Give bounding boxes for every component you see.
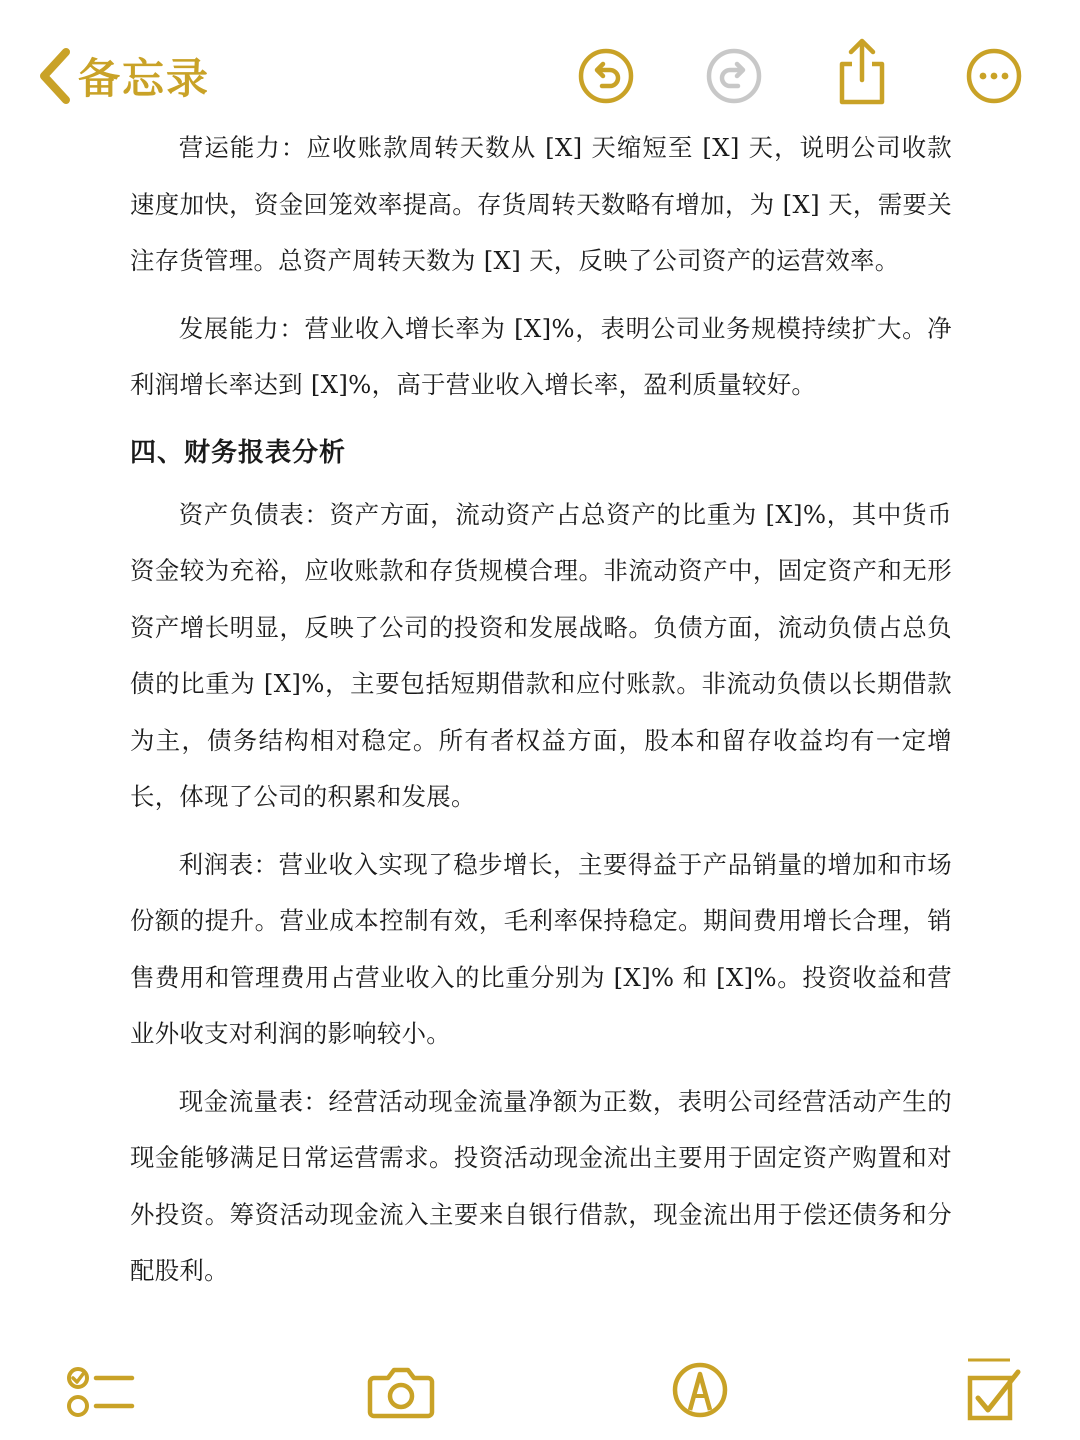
section-heading: 四、财务报表分析 [130, 437, 347, 468]
chevron-left-icon [38, 48, 72, 104]
camera-icon [366, 1362, 436, 1422]
top-toolbar [0, 0, 1080, 130]
note-body[interactable] [130, 120, 952, 1311]
undo-button[interactable] [576, 46, 636, 106]
more-icon [964, 46, 1024, 106]
checklist-button[interactable] [66, 1364, 136, 1424]
redo-icon [704, 46, 764, 106]
redo-button[interactable] [704, 46, 764, 106]
bottom-toolbar [0, 1350, 1080, 1440]
more-button[interactable] [964, 46, 1024, 106]
back-label: 备忘录 [78, 54, 211, 103]
paragraph-income-statement: 利润表：营业收入实现了稳步增长，主要得益于产品销量的增加和市场份额的提升。营业成本控制有效，毛利率保持稳定。期间费用增长合理，销售费用和管理费用占营业收入的比重分别为 [X]% 和 [X]%。投资收益和营业外收支对利润的影响较小。 [130, 849, 952, 1048]
back-button[interactable] [38, 46, 210, 106]
camera-button[interactable] [366, 1362, 436, 1422]
compose-icon [964, 1356, 1024, 1426]
paragraph-cash-flow: 现金流量表：经营活动现金流量净额为正数，表明公司经营活动产生的现金能够满足日常运营需求。投资活动现金流出主要用于固定资产购置和对外投资。筹资活动现金流入主要来自银行借款，现金流出用于偿还债务和分配股利。 [130, 1086, 952, 1285]
compose-button[interactable] [964, 1356, 1024, 1426]
paragraph-growth-capability: 发展能力：营业收入增长率为 [X]%，表明公司业务规模持续扩大。净利润增长率达到 [X]%，高于营业收入增长率，盈利质量较好。 [130, 313, 952, 399]
undo-icon [576, 46, 636, 106]
paragraph-balance-sheet: 资产负债表：资产方面，流动资产占总资产的比重为 [X]%，其中货币资金较为充裕，应收账款和存货规模合理。非流动资产中，固定资产和无形资产增长明显，反映了公司的投资和发展战略。负债方面，流动负债占总负债的比重为 [X]%，主要包括短期借款和应付账款。非流动负债以长期借款为主，债务结构相对稳定。所有者权益方面，股本和留存收益均有一定增长，体现了公司的积累和发展。 [130, 499, 952, 811]
paragraph-operating-capability: 营运能力：应收账款周转天数从 [X] 天缩短至 [X] 天，说明公司收款速度加快，资金回笼效率提高。存货周转天数略有增加，为 [X] 天，需要关注存货管理。总资产周转天数为 [X] 天，反映了公司资产的运营效率。 [130, 133, 952, 275]
share-icon [832, 36, 892, 106]
markup-button[interactable] [670, 1360, 730, 1420]
markup-icon [670, 1360, 730, 1420]
checklist-icon [66, 1364, 136, 1424]
share-button[interactable] [832, 36, 892, 106]
